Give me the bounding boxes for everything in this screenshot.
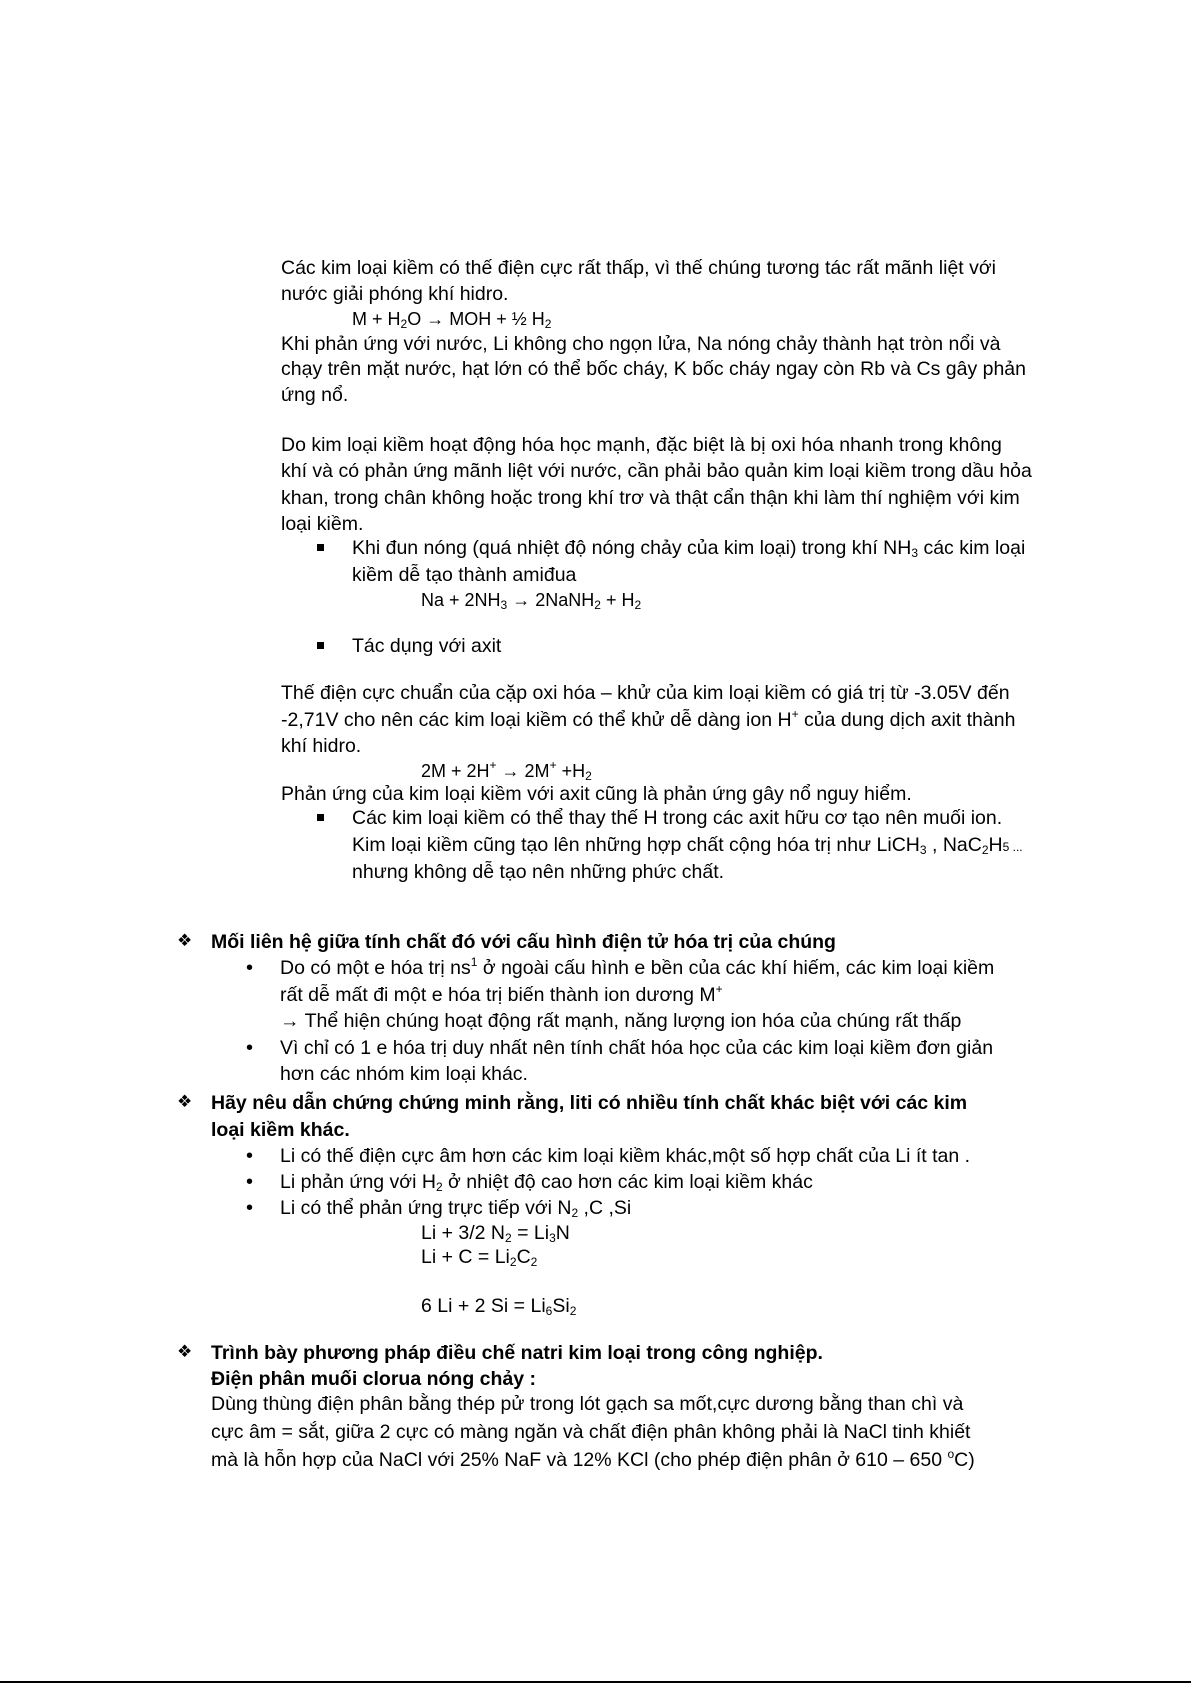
paragraph-line: ứng nổ. <box>281 384 349 406</box>
paragraph-line: mà là hỗn hợp của NaCl với 25% NaF và 12% KCl (cho phép điện phân ở 610 – 650 $^o$C) <box>211 1447 975 1471</box>
paragraph-line: -2,71V cho nên các kim loại kiềm có thể khử dễ dàng ion H+ của dung dịch axit thành <box>281 707 1016 731</box>
equation-acid: $2M + 2H^+ \to 2M^+ +H_2$ <box>421 758 592 783</box>
equation-carbide: $Li + C = Li_2C_2$ <box>421 1246 538 1269</box>
round-bullet-icon: • <box>246 1197 254 1219</box>
round-bullet-icon: • <box>246 957 254 979</box>
paragraph-line: Các kim loại kiềm có thế điện cực rất thấp, vì thế chúng tương tác rất mãnh liệt với <box>281 257 996 279</box>
paragraph-line: Dùng thùng điện phân bằng thép pử trong lót gạch sa mốt,cực dương bằng than chì và <box>211 1393 964 1415</box>
paragraph-line: Do kim loại kiềm hoạt động hóa học mạnh, đặc biệt là bị oxi hóa nhanh trong không <box>281 434 1002 456</box>
square-bullet-icon <box>317 544 324 551</box>
bullet-line: Các kim loại kiềm có thể thay thế H trong các axit hữu cơ tạo nên muối ion. <box>352 807 1003 829</box>
bullet-line: Li phản ứng với $H_2$ ở nhiệt độ cao hơn các kim loại kiềm khác <box>280 1171 813 1194</box>
square-bullet-icon <box>317 642 324 649</box>
page-bottom-rule <box>0 1681 1191 1683</box>
square-bullet-icon <box>317 814 324 821</box>
paragraph-line: Khi phản ứng với nước, Li không cho ngọn lửa, Na nóng chảy thành hạt tròn nổi và <box>281 333 1001 355</box>
round-bullet-icon: • <box>246 1037 254 1059</box>
bullet-line: Tác dụng với axit <box>352 635 502 657</box>
bullet-line: Vì chỉ có 1 e hóa trị duy nhất nên tính chất hóa học của các kim loại kiềm đơn giản <box>280 1037 994 1059</box>
bullet-line: kiềm dễ tạo thành amiđua <box>352 564 577 586</box>
section-heading: loại kiềm khác. <box>211 1119 350 1141</box>
bullet-line: Khi đun nóng (quá nhiệt độ nóng chảy của kim loại) trong khí $NH_3$ các kim loại <box>352 537 1026 560</box>
paragraph-line: khí hidro. <box>281 735 362 757</box>
diamond-bullet-icon: ❖ <box>177 931 193 950</box>
equation-nitride: Li + 3/2 $N_2 = Li_3N$ <box>421 1222 570 1245</box>
equation-amide: $Na + 2NH_3$ → 2NaNH$_2$ + $H_2$ <box>421 590 642 612</box>
bullet-line: Li có thế điện cực âm hơn các kim loại kiềm khác,một số hợp chất của Li ít tan . <box>280 1145 971 1167</box>
round-bullet-icon: • <box>246 1171 254 1193</box>
paragraph-line: chạy trên mặt nước, hạt lớn có thể bốc cháy, K bốc cháy ngay còn Rb và Cs gây phản <box>281 358 1026 380</box>
bullet-line: nhưng không dễ tạo nên những phức chất. <box>352 861 725 883</box>
diamond-bullet-icon: ❖ <box>177 1342 193 1361</box>
diamond-bullet-icon: ❖ <box>177 1092 193 1111</box>
round-bullet-icon: • <box>246 1145 254 1167</box>
paragraph-line: Phản ứng của kim loại kiềm với axit cũng là phản ứng gây nổ nguy hiểm. <box>281 783 912 805</box>
bullet-line: rất dễ mất đi một e hóa trị biến thành ion dương M+ <box>280 982 723 1006</box>
paragraph-line: nước giải phóng khí hidro. <box>281 283 509 305</box>
paragraph-line: Thế điện cực chuẩn của cặp oxi hóa – khử của kim loại kiềm có giá trị từ -3.05V đến <box>281 682 1010 704</box>
paragraph-line: cực âm = sắt, giữa 2 cực có màng ngăn và chất điện phân không phải là NaCl tinh khiết <box>211 1421 971 1443</box>
equation-silicide: 6 Li + 2 $Si = Li_6Si_2$ <box>421 1295 577 1318</box>
paragraph-line: khí và có phản ứng mãnh liệt với nước, cần phải bảo quản kim loại kiềm trong dầu hỏa <box>281 460 1032 482</box>
paragraph-line: khan, trong chân không hoặc trong khí trơ và thật cẩn thận khi làm thí nghiệm với kim <box>281 487 1020 509</box>
equation-water: $M + H_2O$ → MOH + ½ $H_2$ <box>352 309 552 331</box>
section-heading: Mối liên hệ giữa tính chất đó với cấu hình điện tử hóa trị của chúng <box>211 931 836 953</box>
bullet-line: hơn các nhóm kim loại khác. <box>280 1063 528 1085</box>
section-heading: Hãy nêu dẫn chứng chứng minh rằng, liti có nhiều tính chất khác biệt với các kim <box>211 1092 968 1114</box>
bullet-line: Kim loại kiềm cũng tạo lên những hợp chất cộng hóa trị như LiCH$_3$ , NaC$_2$H5 ... <box>352 834 1023 857</box>
bullet-line: Li có thể phản ứng trực tiếp với $N_2$ ,C ,Si <box>280 1197 632 1220</box>
bullet-line: Do có một e hóa trị $ns^1$ ở ngoài cấu hình e bền của các khí hiếm, các kim loại kiềm <box>280 955 995 979</box>
paragraph-line: loại kiềm. <box>281 513 364 535</box>
bullet-line: → Thể hiện chúng hoạt động rất mạnh, năng lượng ion hóa của chúng rất thấp <box>280 1010 962 1032</box>
section-heading: Trình bày phương pháp điều chế natri kim loại trong công nghiệp. <box>211 1342 823 1364</box>
section-heading: Điện phân muối clorua nóng chảy : <box>211 1368 537 1390</box>
